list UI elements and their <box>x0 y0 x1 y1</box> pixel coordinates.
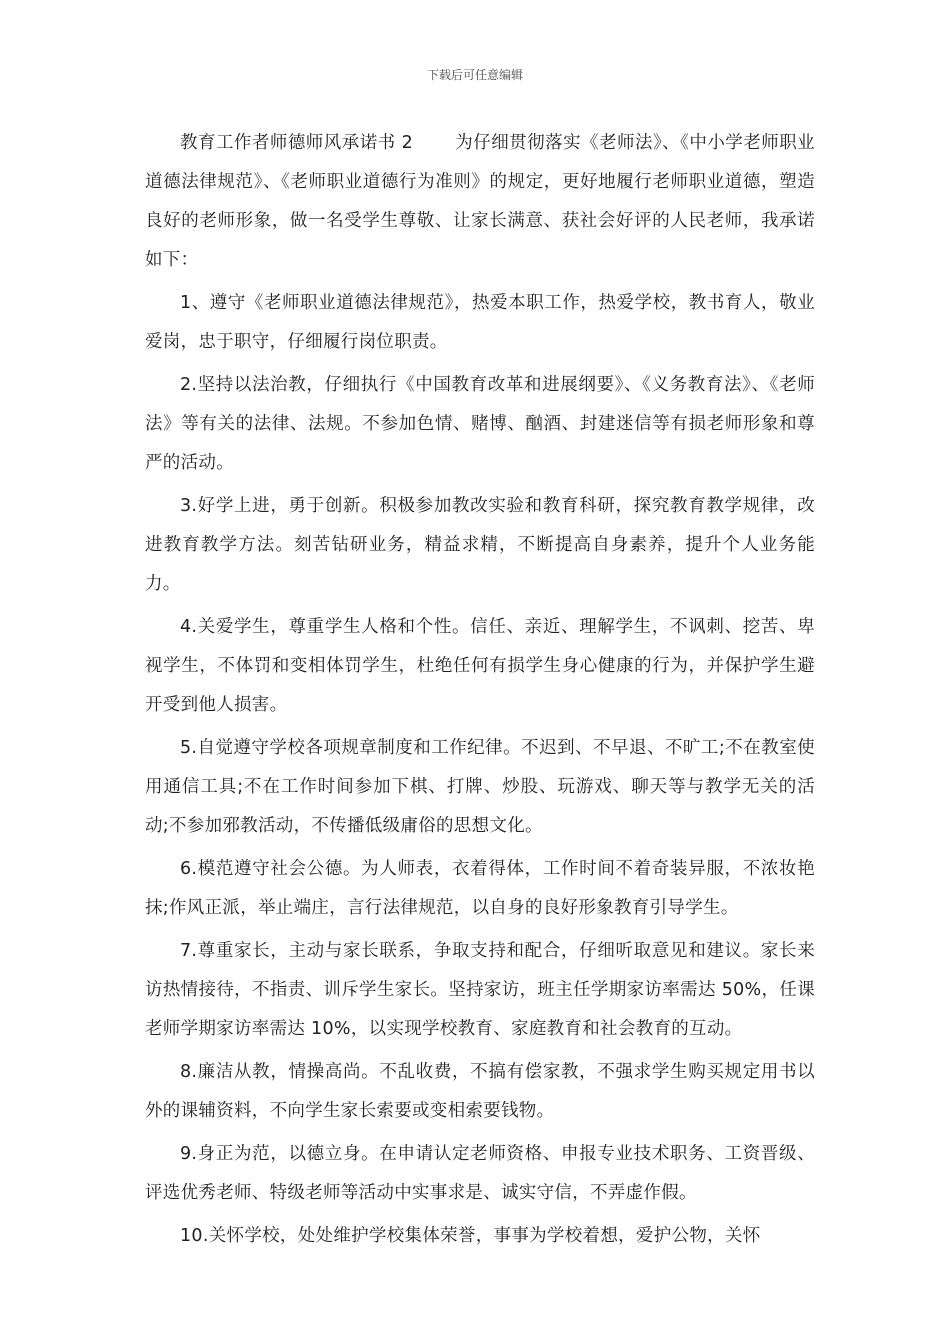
item-2: 2.坚持以法治教，仔细执行《中国教育改革和进展纲要》、《义务教育法》、《老师法》等有关的法律、法规。不参加色情、赌博、酗酒、封建迷信等有损老师形象和尊严的活动。 <box>145 375 815 473</box>
item-10: 10.关怀学校，处处维护学校集体荣誉，事事为学校着想，爱护公物，关怀 <box>180 1226 761 1246</box>
item-9: 9.身正为范，以德立身。在申请认定老师资格、申报专业技术职务、工资晋级、评选优秀老师、特级老师等活动中实事求是、诚实守信，不弄虚作假。 <box>145 1144 815 1203</box>
item-6: 6.模范遵守社会公德。为人师表，衣着得体，工作时间不着奇装异服，不浓妆艳抹;作风正派，举止端庄，言行法律规范，以自身的良好形象教育引导学生。 <box>145 859 815 918</box>
page-header: 下载后可任意编辑 <box>426 68 523 82</box>
item-1: 1、遵守《老师职业道德法律规范》，热爱本职工作，热爱学校，教书育人，敬业爱岗，忠于职守，仔细履行岗位职责。 <box>145 293 815 352</box>
item-3: 3.好学上进，勇于创新。积极参加教改实验和教育科研，探究教育教学规律，改进教育教学方法。刻苦钻研业务，精益求精，不断提高自身素养，提升个人业务能力。 <box>145 496 815 594</box>
item-8: 8.廉洁从教，情操高尚。不乱收费，不搞有偿家教，不强求学生购买规定用书以外的课辅资料，不向学生家长索要或变相索要钱物。 <box>145 1062 815 1121</box>
item-5: 5.自觉遵守学校各项规章制度和工作纪律。不迟到、不早退、不旷工;不在教室使用通信工具;不在工作时间参加下棋、打牌、炒股、玩游戏、聊天等与教学无关的活动;不参加邪教活动，不传播低级庸俗的思想文化。 <box>145 738 815 836</box>
intro-paragraph: 教育工作者师德师风承诺书 2 为仔细贯彻落实《老师法》、《中小学老师职业道德法律规范》、《老师职业道德行为准则》的规定，更好地履行老师职业道德，塑造良好的老师形象，做一名受学生尊敬、让家长满意、获社会好评的人民老师，我承诺如下： <box>145 133 815 270</box>
document-body <box>145 120 815 1256</box>
item-7: 7.尊重家长，主动与家长联系，争取支持和配合，仔细听取意见和建议。家长来访热情接待，不指责、训斥学生家长。坚持家访，班主任学期家访率需达 50%，任课老师学期家访率需达 10%，以实现学校教育、家庭教育和社会教育的互动。 <box>145 941 815 1039</box>
item-4: 4.关爱学生，尊重学生人格和个性。信任、亲近、理解学生，不讽刺、挖苦、卑视学生，不体罚和变相体罚学生，杜绝任何有损学生身心健康的行为，并保护学生避开受到他人损害。 <box>145 617 815 715</box>
